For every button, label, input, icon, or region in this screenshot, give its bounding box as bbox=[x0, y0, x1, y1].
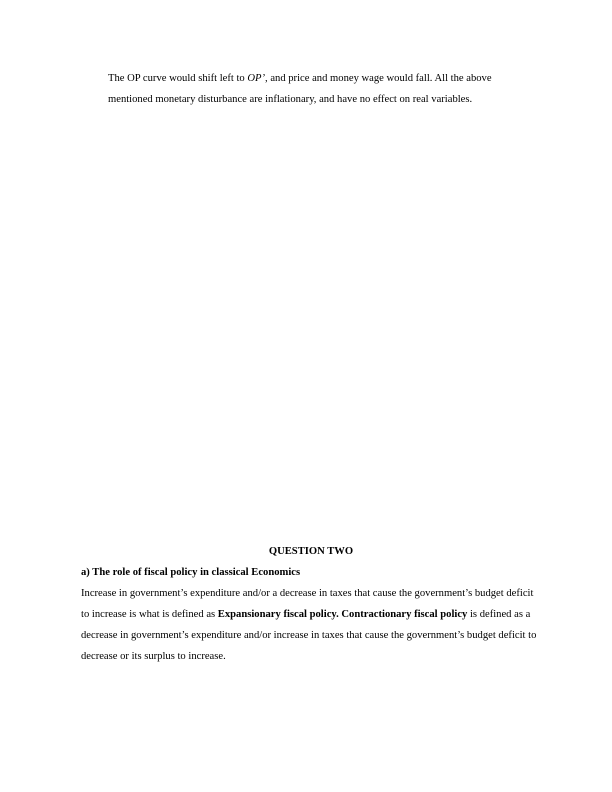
fiscal-paragraph-text-2: is defined as a decrease in government’s expenditure and/or increase in taxes that cause the government’s budget deficit to decrease or its surplus to increase. bbox=[81, 609, 537, 662]
question-two-heading: QUESTION TWO bbox=[268, 546, 354, 557]
op-curve-paragraph bbox=[108, 68, 538, 110]
fiscal-policy-bold-terms: Expansionary fiscal policy. Contractionary fiscal policy bbox=[217, 609, 468, 620]
op-paragraph-text-1: The OP curve would shift left to bbox=[108, 73, 248, 84]
op-paragraph-text-2: and price and money wage would fall. All the above mentioned monetary disturbance are inflationary, and have no effect on real variables. bbox=[108, 73, 492, 105]
fiscal-policy-paragraph bbox=[81, 583, 541, 667]
fiscal-policy-subheading: a) The role of fiscal policy in classical Economics bbox=[81, 567, 301, 578]
fiscal-paragraph-text-1: Increase in government’s expenditure and/or a decrease in taxes that cause the government’s budget deficit to increase is what is defined as bbox=[81, 588, 534, 620]
question-two-section bbox=[81, 541, 541, 667]
op-prime-label: OP’, bbox=[247, 73, 268, 84]
